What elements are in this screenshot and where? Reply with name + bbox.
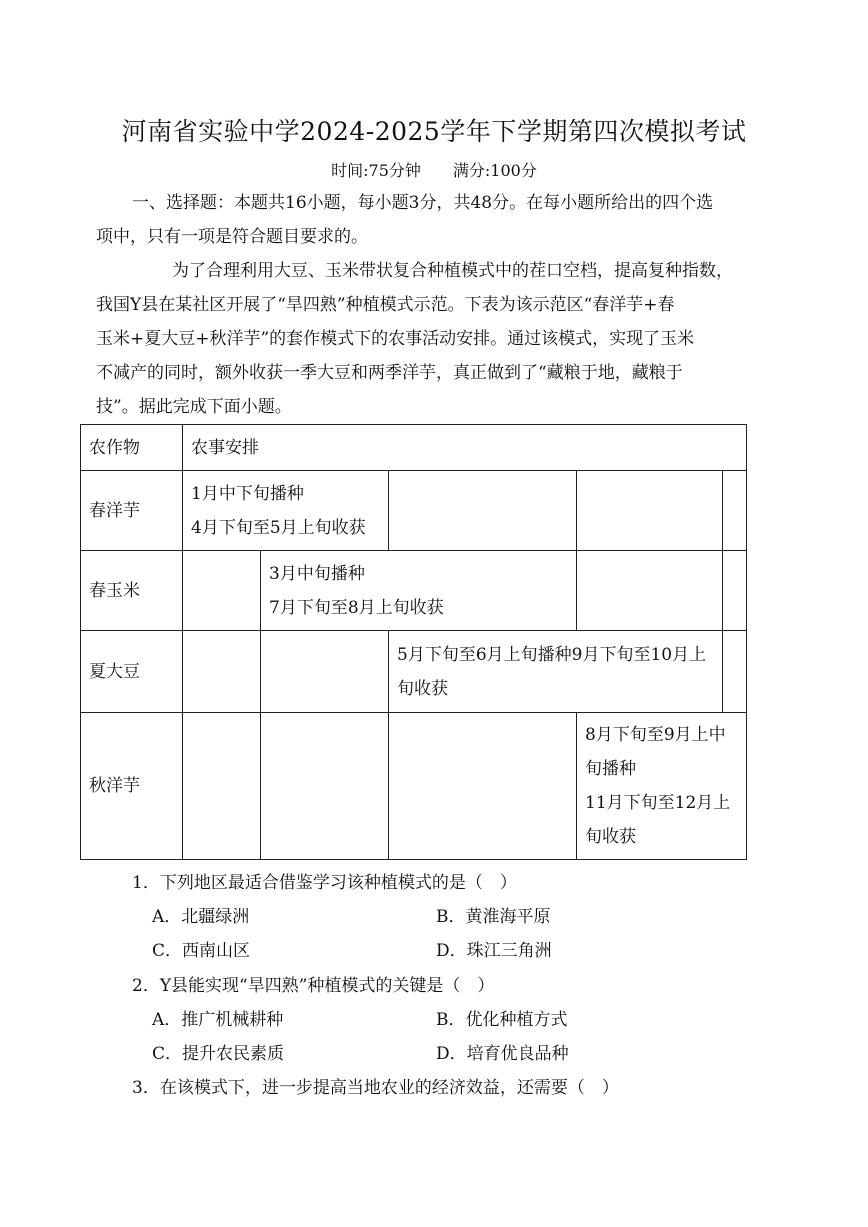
section-intro-line-2: 项中，只有一项是符合题目要求的。 <box>96 227 368 247</box>
option-a[interactable]: A．推广机械耕种 <box>152 1010 284 1030</box>
empty-cell <box>183 551 261 631</box>
plan-cell <box>261 551 577 631</box>
empty-cell <box>389 471 577 551</box>
empty-cell <box>261 631 389 713</box>
empty-cell <box>723 551 747 631</box>
table-header-row <box>81 425 747 471</box>
plan-cell: 5月下旬至6月上旬播种9月下旬至10月上旬收获 <box>389 631 723 713</box>
plan-line: 1月中下旬播种 <box>191 483 304 504</box>
passage-line: 我国Y县在某社区开展了“旱四熟”种植模式示范。下表为该示范区“春洋芋+春 <box>96 295 675 315</box>
crop-name: 春洋芋 <box>81 471 183 551</box>
empty-cell <box>723 631 747 713</box>
table-row <box>81 471 747 551</box>
crop-name: 夏大豆 <box>81 631 183 713</box>
option-b[interactable]: B．黄淮海平原 <box>436 907 551 927</box>
page-title: 河南省实验中学2024-2025学年下学期第四次模拟考试 <box>121 117 747 146</box>
plan-cell <box>183 471 389 551</box>
exam-info: 时间:75分钟 满分:100分 <box>331 161 537 180</box>
empty-cell <box>389 713 577 860</box>
empty-cell <box>183 713 261 860</box>
header-crop: 农作物 <box>81 425 183 471</box>
plan-line: 4月下旬至5月上旬收获 <box>191 517 366 538</box>
plan-cell <box>577 713 747 860</box>
header-plan: 农事安排 <box>183 425 747 471</box>
option-a[interactable]: A．北疆绿洲 <box>152 907 250 927</box>
empty-cell <box>577 471 723 551</box>
plan-line: 3月中旬播种 <box>269 563 365 584</box>
question-stem: 1．下列地区最适合借鉴学习该种植模式的是（ ） <box>132 873 517 893</box>
empty-cell <box>183 631 261 713</box>
passage-line: 技”。据此完成下面小题。 <box>96 397 292 417</box>
question-stem: 3．在该模式下，进一步提高当地农业的经济效益，还需要（ ） <box>132 1078 619 1098</box>
plan-line: 7月下旬至8月上旬收获 <box>269 597 444 618</box>
crop-name: 春玉米 <box>81 551 183 631</box>
option-d[interactable]: D．培育优良品种 <box>436 1044 569 1064</box>
table-row <box>81 551 747 631</box>
empty-cell <box>577 551 723 631</box>
option-d[interactable]: D．珠江三角洲 <box>436 941 552 961</box>
table-row <box>81 631 747 713</box>
passage-line: 为了合理利用大豆、玉米带状复合种植模式中的茬口空档，提高复种指数， <box>172 261 733 281</box>
passage-line: 玉米+夏大豆+秋洋芋”的套作模式下的农事活动安排。通过该模式，实现了玉米 <box>96 329 695 349</box>
question-stem: 2．Y县能实现“旱四熟”种植模式的关键是（ ） <box>132 976 495 996</box>
passage-line: 不减产的同时，额外收获一季大豆和两季洋芋，真正做到了“藏粮于地，藏粮于 <box>96 363 683 383</box>
empty-cell <box>261 713 389 860</box>
section-intro-line-1: 一、选择题：本题共16小题，每小题3分，共48分。在每小题所给出的四个选 <box>132 193 714 213</box>
option-b[interactable]: B．优化种植方式 <box>436 1010 568 1030</box>
option-c[interactable]: C．提升农民素质 <box>152 1044 285 1064</box>
plan-line: 11月下旬至12月上旬收获 <box>585 793 731 847</box>
empty-cell <box>723 471 747 551</box>
table-row <box>81 713 747 860</box>
plan-line: 8月下旬至9月上中旬播种 <box>585 725 726 779</box>
farming-schedule-table <box>80 424 747 860</box>
crop-name: 秋洋芋 <box>81 713 183 860</box>
option-c[interactable]: C．西南山区 <box>152 941 251 961</box>
